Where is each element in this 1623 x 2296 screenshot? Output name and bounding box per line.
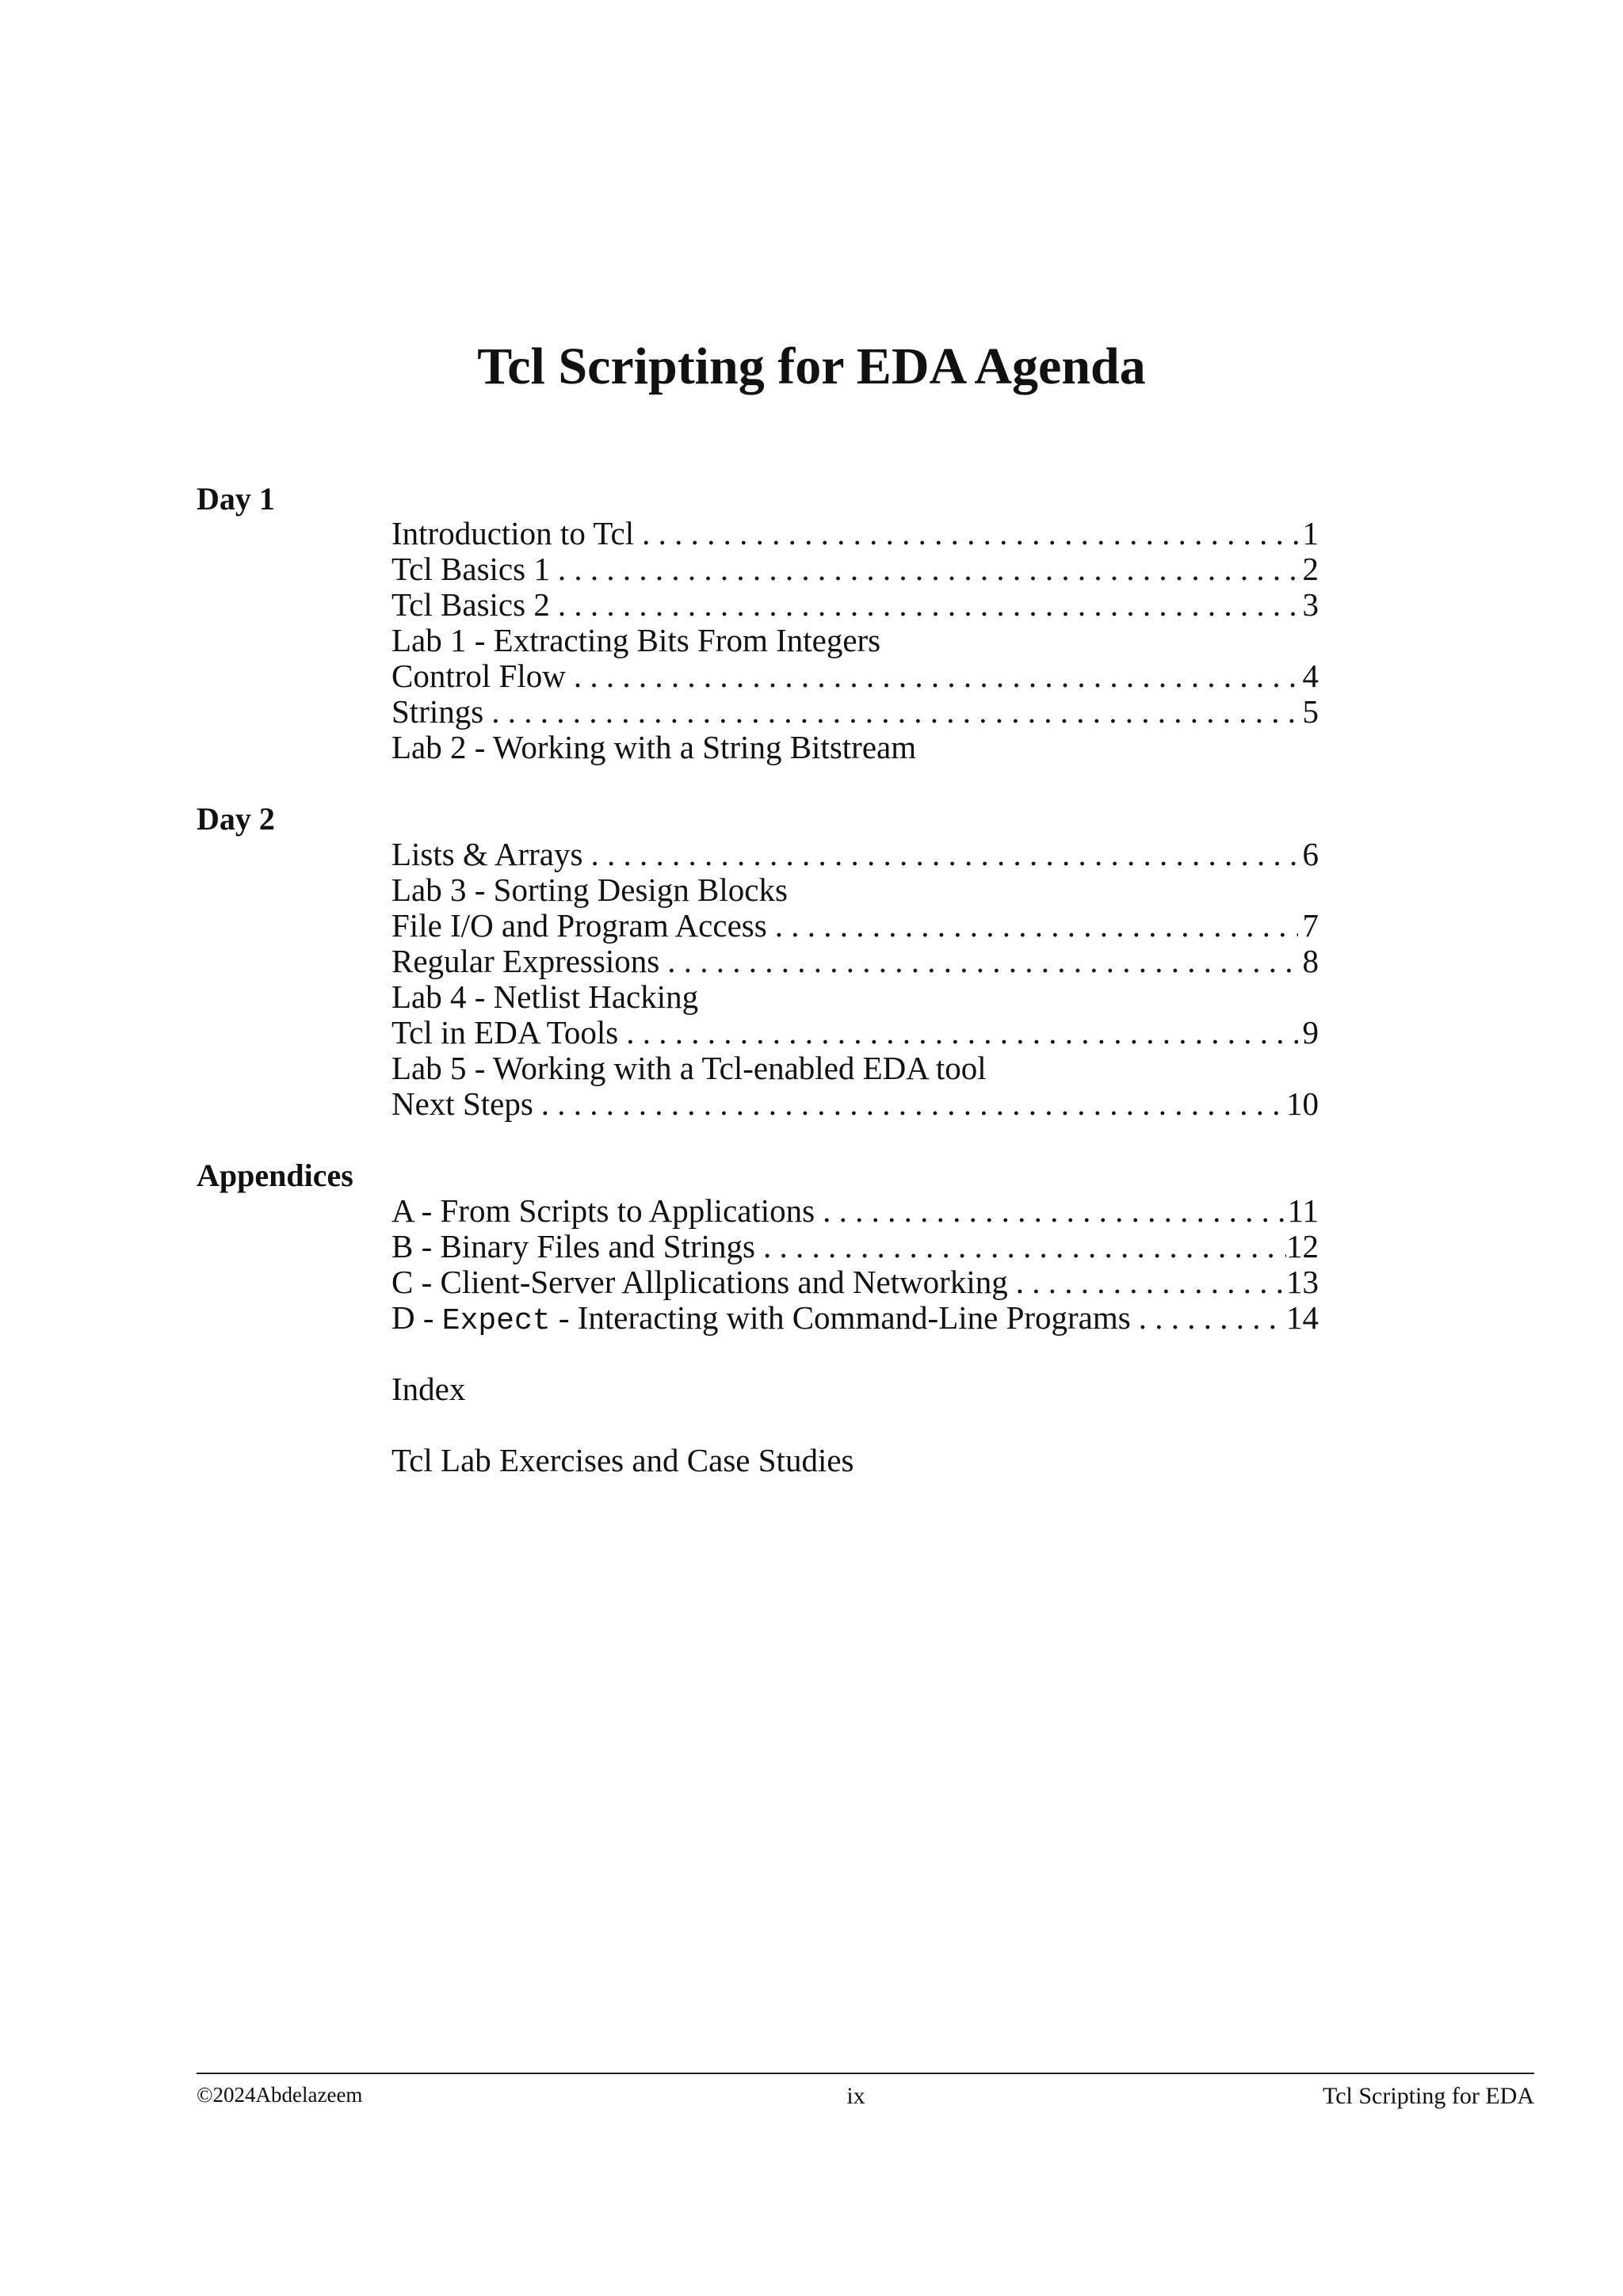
dot-leader: [755, 1228, 1286, 1264]
toc-entry-label: Tcl Basics 1: [391, 551, 550, 587]
footer-copyright: ©2024Abdelazeem: [197, 2083, 363, 2107]
dot-leader: [1008, 1264, 1286, 1300]
toc-entry-label: [391, 1299, 1131, 1340]
dot-leader: [533, 1085, 1286, 1122]
dot-leader: [582, 836, 1298, 872]
dot-leader: [550, 551, 1298, 587]
index-entry: [391, 1371, 1319, 1407]
toc-entry-page: 4: [1302, 658, 1319, 694]
label-prefix: D -: [391, 1299, 442, 1336]
toc-entry-label: Next Steps: [391, 1085, 533, 1122]
toc-entry-label: Lists & Arrays: [391, 836, 583, 872]
toc-entry: [391, 907, 1319, 944]
toc-entry: [391, 1085, 1319, 1122]
toc-entry: [391, 693, 1319, 730]
toc-entry: [391, 943, 1319, 979]
toc-entry-label: Control Flow: [391, 658, 566, 694]
toc-entry-label: Introduction to Tcl: [391, 515, 635, 551]
toc-entry: [391, 1299, 1319, 1336]
dot-leader: [634, 515, 1298, 551]
toc-entry: [391, 1228, 1319, 1264]
toc-entry-lab: [391, 978, 1319, 1015]
toc-entry-label: Lab 4 - Netlist Hacking: [391, 978, 699, 1015]
section-heading-day-1: Day 1: [197, 481, 275, 517]
toc-entry-page: 6: [1302, 836, 1319, 872]
toc-entry-page: 13: [1286, 1264, 1319, 1300]
toc-entry-lab: [391, 729, 1319, 765]
label-suffix: - Interacting with Command-Line Programs: [550, 1299, 1131, 1336]
dot-leader: [483, 693, 1298, 730]
toc-entry-label: A - From Scripts to Applications: [391, 1192, 815, 1229]
toc-entry-label: C - Client-Server Allplications and Networking: [391, 1264, 1008, 1300]
dot-leader: [1131, 1299, 1286, 1336]
toc-entry-label: Tcl in EDA Tools: [391, 1014, 619, 1051]
toc-entry-page: 11: [1287, 1192, 1319, 1229]
dot-leader: [815, 1192, 1287, 1229]
toc-entry: [391, 836, 1319, 872]
toc-entry-page: 2: [1302, 551, 1319, 587]
toc-entry-page: 8: [1302, 943, 1319, 979]
dot-leader: [566, 658, 1298, 694]
toc-entry-label: Strings: [391, 693, 484, 730]
index-label: Index: [391, 1371, 466, 1407]
toc-entry-lab: [391, 871, 1319, 908]
toc-entry-page: 3: [1302, 586, 1319, 623]
toc-entry: [391, 1264, 1319, 1300]
toc-entry: [391, 1014, 1319, 1051]
toc-entry-page: 9: [1302, 1014, 1319, 1051]
toc-entry-label: Regular Expressions: [391, 943, 660, 979]
dot-leader: [550, 586, 1298, 623]
label-code: Expect: [441, 1304, 551, 1338]
section-heading-appendices: Appendices: [197, 1158, 353, 1193]
toc-entry: [391, 658, 1319, 694]
toc-entry: [391, 515, 1319, 551]
toc-entry-label: Lab 2 - Working with a String Bitstream: [391, 729, 917, 765]
toc-entry: [391, 586, 1319, 623]
toc-entry-label: Tcl Basics 2: [391, 586, 550, 623]
toc-entry-page: 14: [1286, 1299, 1319, 1336]
toc-entry-label: Lab 1 - Extracting Bits From Integers: [391, 622, 881, 658]
toc-entry-label: Lab 3 - Sorting Design Blocks: [391, 871, 788, 908]
section-heading-day-2: Day 2: [197, 801, 275, 837]
toc-entry: [391, 1192, 1319, 1229]
toc-entry-label: B - Binary Files and Strings: [391, 1228, 755, 1264]
toc-entry-lab: [391, 622, 1319, 658]
toc-entry-label: Lab 5 - Working with a Tcl-enabled EDA tool: [391, 1050, 987, 1086]
dot-leader: [618, 1014, 1298, 1051]
toc-entry-page: 5: [1302, 693, 1319, 730]
toc-entry-label: File I/O and Program Access: [391, 907, 767, 944]
dot-leader: [659, 943, 1298, 979]
toc-entry-page: 12: [1286, 1228, 1319, 1264]
toc-entry-page: 10: [1286, 1085, 1319, 1122]
toc-entry-page: 7: [1302, 907, 1319, 944]
footer-book-title: Tcl Scripting for EDA: [1322, 2083, 1534, 2109]
lab-exercises-entry: [391, 1442, 1319, 1478]
toc-entry: [391, 551, 1319, 587]
lab-exercises-label: Tcl Lab Exercises and Case Studies: [391, 1442, 854, 1478]
page-title: Tcl Scripting for EDA Agenda: [477, 338, 1146, 395]
toc-entry-lab: [391, 1050, 1319, 1086]
toc-entry-page: 1: [1302, 515, 1319, 551]
dot-leader: [767, 907, 1298, 944]
footer-page-number: ix: [846, 2083, 865, 2109]
footer-rule: [197, 2073, 1534, 2074]
